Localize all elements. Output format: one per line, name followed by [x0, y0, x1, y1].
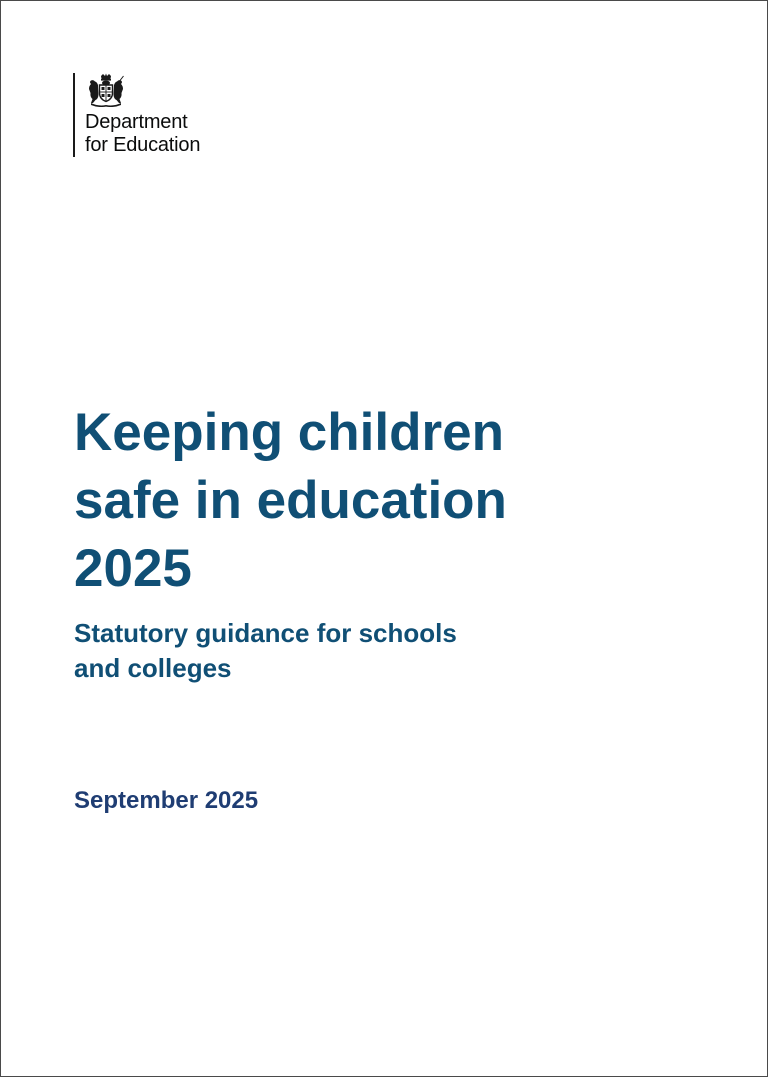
document-subtitle: [74, 616, 674, 686]
title-line-3: 2025: [74, 539, 192, 598]
title-line-1: Keeping children: [74, 403, 504, 462]
department-name-line-1: Department: [85, 111, 188, 133]
royal-coat-of-arms-icon: [85, 73, 127, 107]
subtitle-line-2: and colleges: [74, 653, 232, 683]
logo-divider-line: [73, 73, 75, 157]
title-line-2: safe in education: [74, 471, 507, 530]
document-title: [74, 399, 694, 603]
department-logo: [73, 73, 200, 157]
subtitle-line-1: Statutory guidance for schools: [74, 618, 457, 648]
logo-content: [85, 73, 200, 157]
department-name-line-2: for Education: [85, 134, 201, 156]
publication-date: September 2025: [74, 787, 259, 814]
